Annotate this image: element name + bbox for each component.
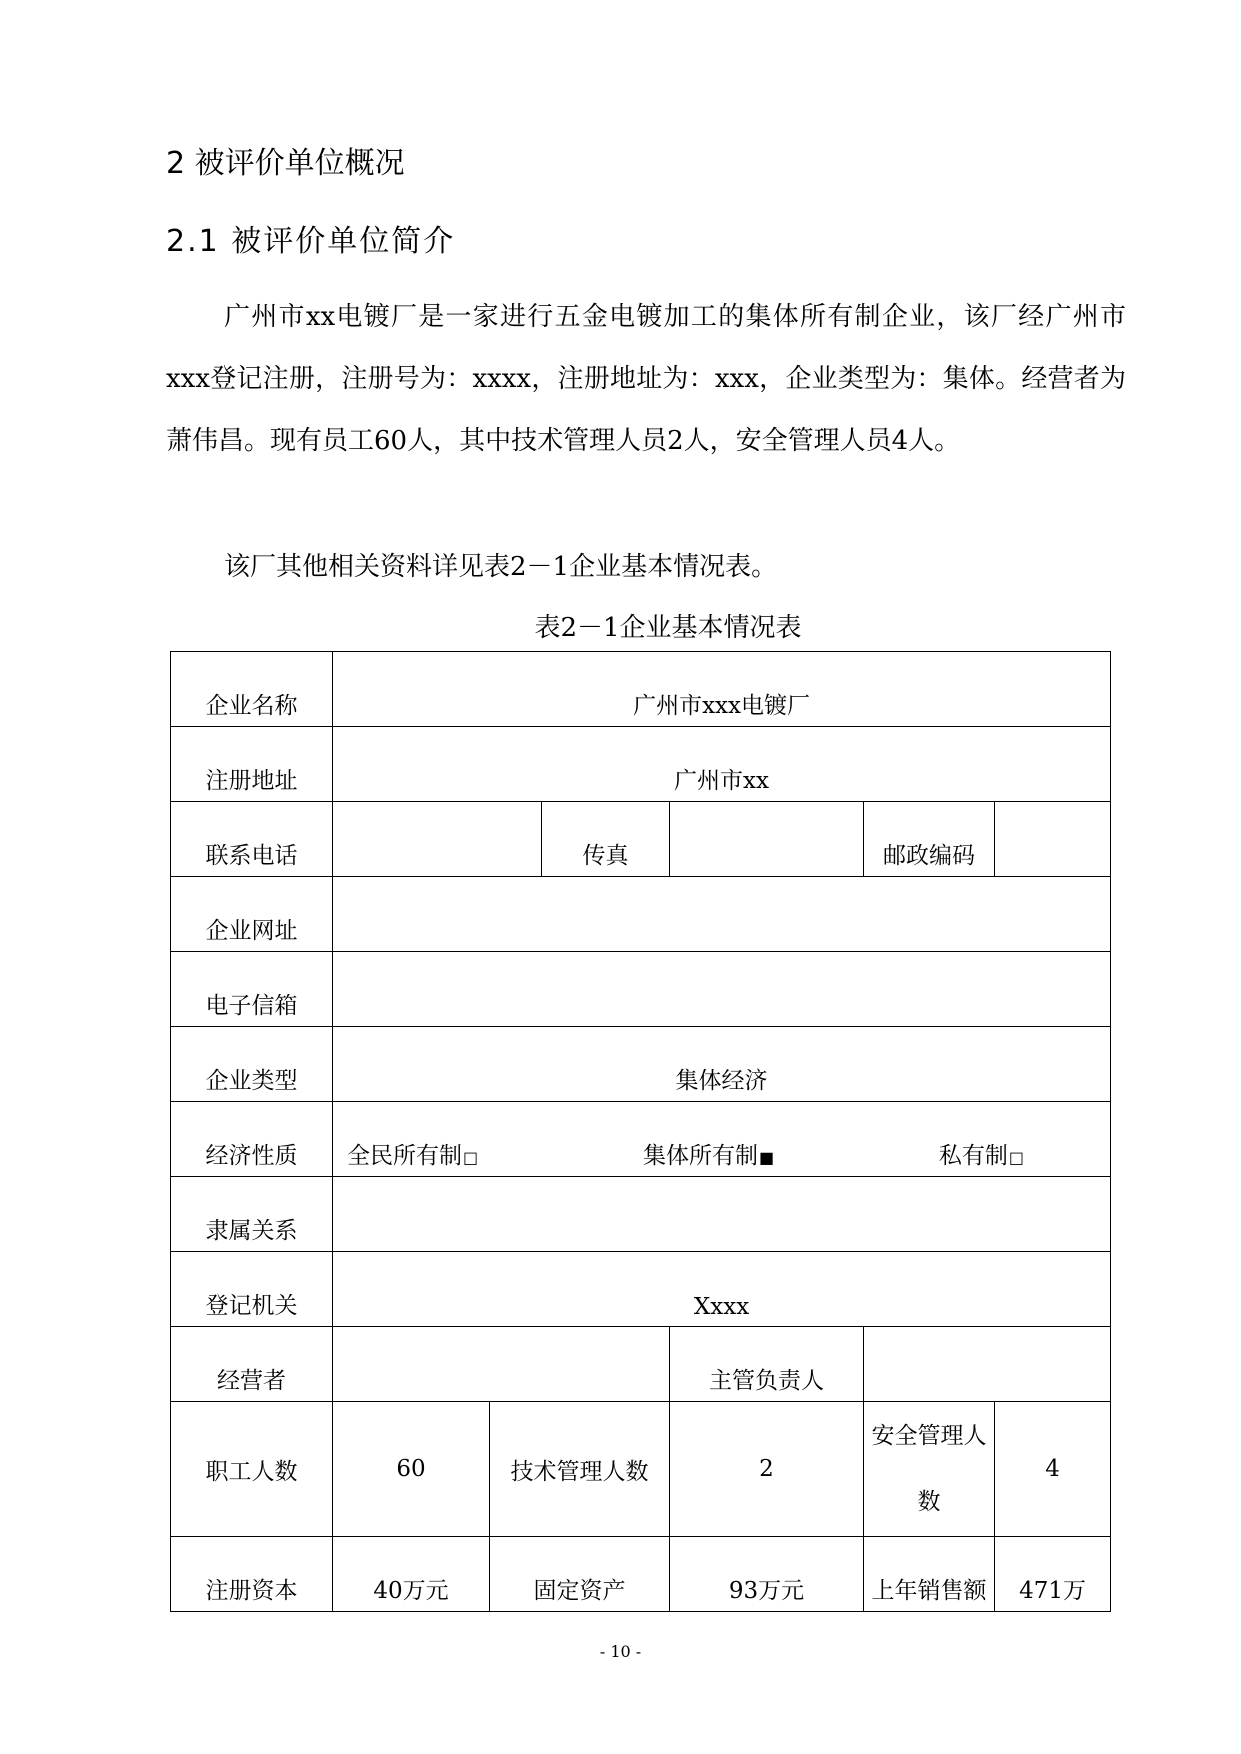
checkbox-empty-icon: □ bbox=[1008, 1148, 1025, 1167]
table-row bbox=[171, 1402, 1111, 1537]
fax-label: 传真 bbox=[542, 802, 670, 877]
email-label: 电子信箱 bbox=[171, 952, 333, 1027]
table-row bbox=[171, 1327, 1111, 1402]
nature-option-label: 私有制 bbox=[938, 1143, 1008, 1169]
phone-value bbox=[333, 802, 542, 877]
table-row bbox=[171, 652, 1111, 727]
section-subtitle: 2.1 被评价单位简介 bbox=[166, 224, 456, 259]
table-row bbox=[171, 1102, 1111, 1177]
table-row bbox=[171, 1252, 1111, 1327]
checkbox-empty-icon: □ bbox=[463, 1148, 479, 1167]
operator-label: 经营者 bbox=[171, 1327, 333, 1402]
sales-value: 471万 bbox=[995, 1537, 1111, 1612]
nature-option-label: 全民所有制 bbox=[347, 1143, 462, 1169]
authority-value: Xxxx bbox=[333, 1252, 1111, 1327]
fixed-label: 固定资产 bbox=[490, 1537, 670, 1612]
website-value bbox=[333, 877, 1111, 952]
table-caption: 表2－1企业基本情况表 bbox=[534, 613, 802, 643]
supervisor-label: 主管负责人 bbox=[670, 1327, 864, 1402]
address-label: 注册地址 bbox=[171, 727, 333, 802]
tech-label: 技术管理人数 bbox=[490, 1402, 670, 1537]
affiliation-value bbox=[333, 1177, 1111, 1252]
table-row bbox=[171, 1177, 1111, 1252]
email-value bbox=[333, 952, 1111, 1027]
staff-value: 60 bbox=[333, 1402, 490, 1537]
website-label: 企业网址 bbox=[171, 877, 333, 952]
safety-value: 4 bbox=[995, 1402, 1111, 1537]
safety-label: 安全管理人数 bbox=[864, 1402, 995, 1537]
capital-label: 注册资本 bbox=[171, 1537, 333, 1612]
table-row bbox=[171, 952, 1111, 1027]
reference-paragraph: 该厂其他相关资料详见表2－1企业基本情况表。 bbox=[224, 552, 778, 582]
nature-option-label: 集体所有制 bbox=[642, 1143, 758, 1169]
nature-option-state bbox=[347, 1137, 478, 1170]
address-value: 广州市xx bbox=[333, 727, 1111, 802]
supervisor-value bbox=[864, 1327, 1111, 1402]
table-row bbox=[171, 877, 1111, 952]
capital-value: 40万元 bbox=[333, 1537, 490, 1612]
name-value: 广州市xxx电镀厂 bbox=[333, 652, 1111, 727]
checkbox-filled-icon: ■ bbox=[758, 1148, 775, 1167]
table-row bbox=[171, 1537, 1111, 1612]
section-title: 2 被评价单位概况 bbox=[166, 146, 405, 181]
table-row bbox=[171, 1027, 1111, 1102]
nature-option-collective bbox=[643, 1137, 774, 1170]
page-number: - 10 - bbox=[599, 1642, 642, 1661]
postcode-label: 邮政编码 bbox=[864, 802, 995, 877]
phone-label: 联系电话 bbox=[171, 802, 333, 877]
table-row bbox=[171, 802, 1111, 877]
sales-label: 上年销售额 bbox=[864, 1537, 995, 1612]
intro-paragraph: 广州市xx电镀厂是一家进行五金电镀加工的集体所有制企业，该厂经广州市xxx登记注册，注册号为：xxxx，注册地址为：xxx，企业类型为：集体。经营者为萧伟昌。现有员工60人，其中技术管理人员2人，安全管理人员4人。 bbox=[166, 302, 1126, 456]
operator-value bbox=[333, 1327, 670, 1402]
table-row bbox=[171, 727, 1111, 802]
fax-value bbox=[670, 802, 864, 877]
fixed-value: 93万元 bbox=[670, 1537, 864, 1612]
type-value: 集体经济 bbox=[333, 1027, 1111, 1102]
name-label: 企业名称 bbox=[171, 652, 333, 727]
type-label: 企业类型 bbox=[171, 1027, 333, 1102]
authority-label: 登记机关 bbox=[171, 1252, 333, 1327]
tech-value: 2 bbox=[670, 1402, 864, 1537]
staff-label: 职工人数 bbox=[171, 1402, 333, 1537]
nature-label: 经济性质 bbox=[171, 1102, 333, 1177]
nature-option-private bbox=[939, 1137, 1024, 1170]
affiliation-label: 隶属关系 bbox=[171, 1177, 333, 1252]
nature-options bbox=[333, 1102, 1111, 1177]
enterprise-info-table bbox=[170, 651, 1111, 1612]
postcode-value bbox=[995, 802, 1111, 877]
